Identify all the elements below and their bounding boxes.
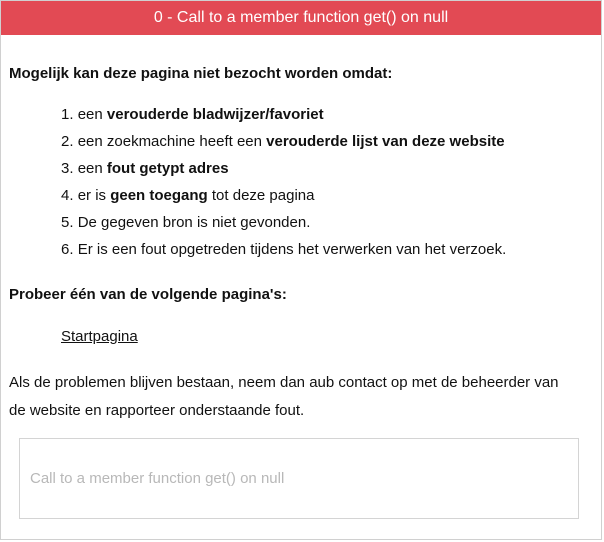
pages-heading: Probeer één van de volgende pagina's: xyxy=(9,286,287,303)
startpagina-link[interactable]: Startpagina xyxy=(61,328,138,345)
reasons-list xyxy=(61,105,506,267)
error-message: Call to a member function get() on null xyxy=(30,470,285,487)
reasons-heading: Mogelijk kan deze pagina niet bezocht worden omdat: xyxy=(9,65,393,82)
list-item: 6. Er is een fout opgetreden tijdens het verwerken van het verzoek. xyxy=(61,241,507,258)
list-item: 4. er is geen toegang tot deze pagina xyxy=(61,187,315,204)
contact-text: Als de problemen blijven bestaan, neem dan aub contact op met de beheerder van de website en rapporteer onderstaande fout. xyxy=(9,374,559,419)
list-item: 1. een verouderde bladwijzer/favoriet xyxy=(61,106,324,123)
pages-list xyxy=(61,328,138,345)
error-message-box xyxy=(19,438,579,519)
list-item: 5. De gegeven bron is niet gevonden. xyxy=(61,214,311,231)
list-item: 2. een zoekmachine heeft een verouderde lijst van deze website xyxy=(61,133,505,150)
list-item: 3. een fout getypt adres xyxy=(61,160,229,177)
error-header xyxy=(1,1,601,35)
error-title: 0 - Call to a member function get() on null xyxy=(153,9,449,26)
